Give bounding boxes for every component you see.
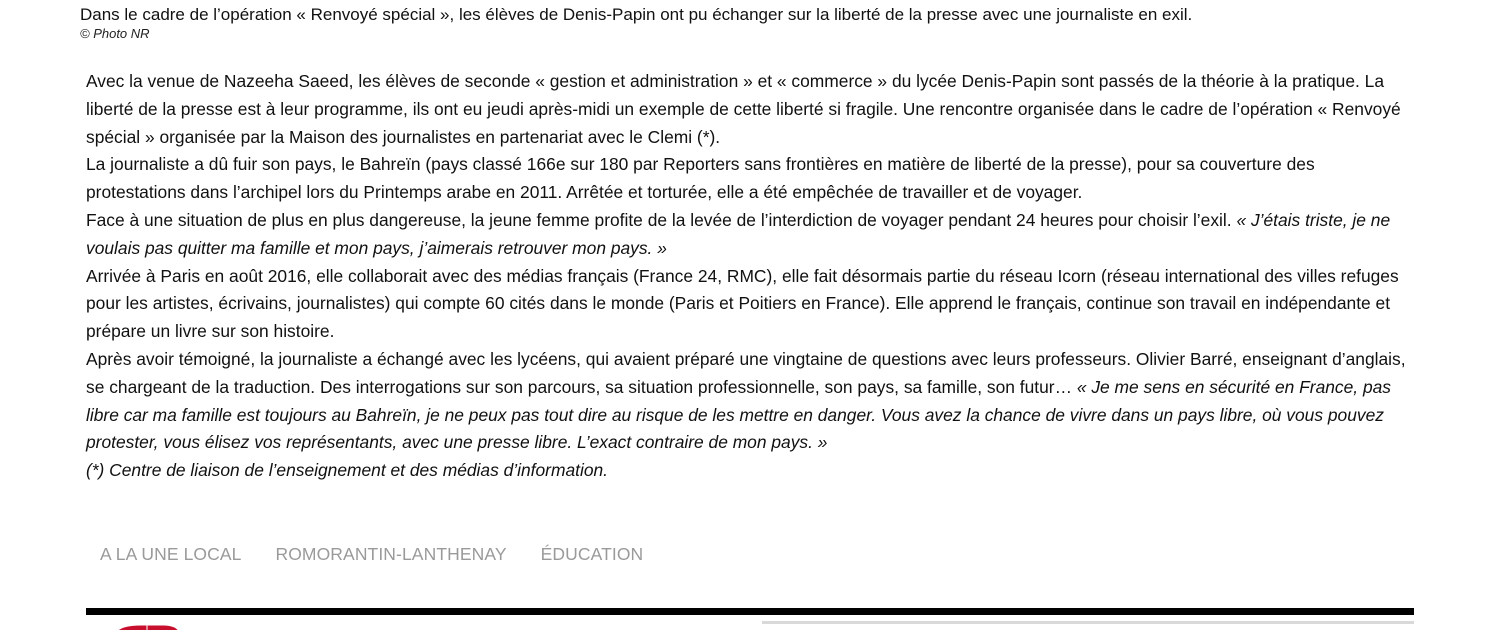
footer-divider (86, 608, 1414, 615)
article-paragraph (86, 207, 1416, 263)
article-paragraph: La journaliste a dû fuir son pays, le Bahreïn (pays classé 166e sur 180 par Reporters sans frontières en matière de liberté de la presse), pour sa couverture des protestations dans l’archipel lors du Printemps arabe en 2011. Arrêtée et torturée, elle a été empêchée de travailler et de voyager. (86, 154, 1315, 203)
caption-text: Dans le cadre de l’opération « Renvoyé spécial », les élèves de Denis-Papin ont pu échanger sur la liberté de la presse avec une journaliste en exil. (80, 5, 1193, 24)
paragraph-text: Face à une situation de plus en plus dangereuse, la jeune femme profite de la levée de l’interdiction de voyager pendant 24 heures pour choisir l’exil. (86, 209, 1237, 230)
quote: « Je me sens en sécurité en France, pas libre car ma famille est toujours au Bahreïn, je ne peux pas tout dire au risque de les mettre en danger. Vous avez la chance de vivre dans un pays libre, où vous pouvez protester, vous élisez vos représentants, avec une presse libre. L’exact contraire de mon pays. » (86, 376, 1391, 453)
article-paragraph (86, 346, 1416, 457)
logo-shape (110, 624, 182, 630)
tag-romorantin-lanthenay[interactable]: ROMORANTIN-LANTHENAY (275, 544, 507, 564)
quote: « J’étais triste, je ne voulais pas quitter ma famille et mon pays, j’aimerais retrouver mon pays. » (86, 209, 1391, 258)
footnote-text: (*) Centre de liaison de l’enseignement et des médias d’information. (86, 460, 608, 481)
article-tags (100, 541, 643, 567)
photo-credit: © Photo NR (80, 26, 150, 41)
publication-logo-icon[interactable] (110, 624, 182, 630)
footnote (86, 457, 1416, 485)
tag-education[interactable]: ÉDUCATION (540, 544, 644, 564)
photo-caption (80, 4, 1480, 42)
footer-secondary-divider (762, 621, 1414, 624)
article-paragraph: Avec la venue de Nazeeha Saeed, les élèves de seconde « gestion et administration » et « commerce » du lycée Denis-Papin sont passés de la théorie à la pratique. La liberté de la presse est à leur programme, ils ont eu jeudi après-midi un exemple de cette liberté si fragile. Une rencontre organisée dans le cadre de l’opération « Renvoyé spécial » organisée par la Maison des journalistes en partenariat avec le Clemi (*). (86, 71, 1401, 147)
tag-a-la-une-local[interactable]: A LA UNE LOCAL (100, 544, 242, 564)
paragraph-text: Après avoir témoigné, la journaliste a échangé avec les lycéens, qui avaient préparé une vingtaine de questions avec leurs professeurs. Olivier Barré, enseignant d’anglais, se chargeant de la traduction. Des interrogations sur son parcours, sa situation professionnelle, son pays, sa famille, son futur… (86, 348, 1406, 397)
article-paragraph: Arrivée à Paris en août 2016, elle collaborait avec des médias français (France 24, RMC), elle fait désormais partie du réseau Icorn (réseau international des villes refuges pour les artistes, écrivains, journalistes) qui compte 60 cités dans le monde (Paris et Poitiers en France). Elle apprend le français, continue son travail en indépendante et prépare un livre sur son histoire. (86, 265, 1399, 342)
article-body (86, 68, 1416, 485)
